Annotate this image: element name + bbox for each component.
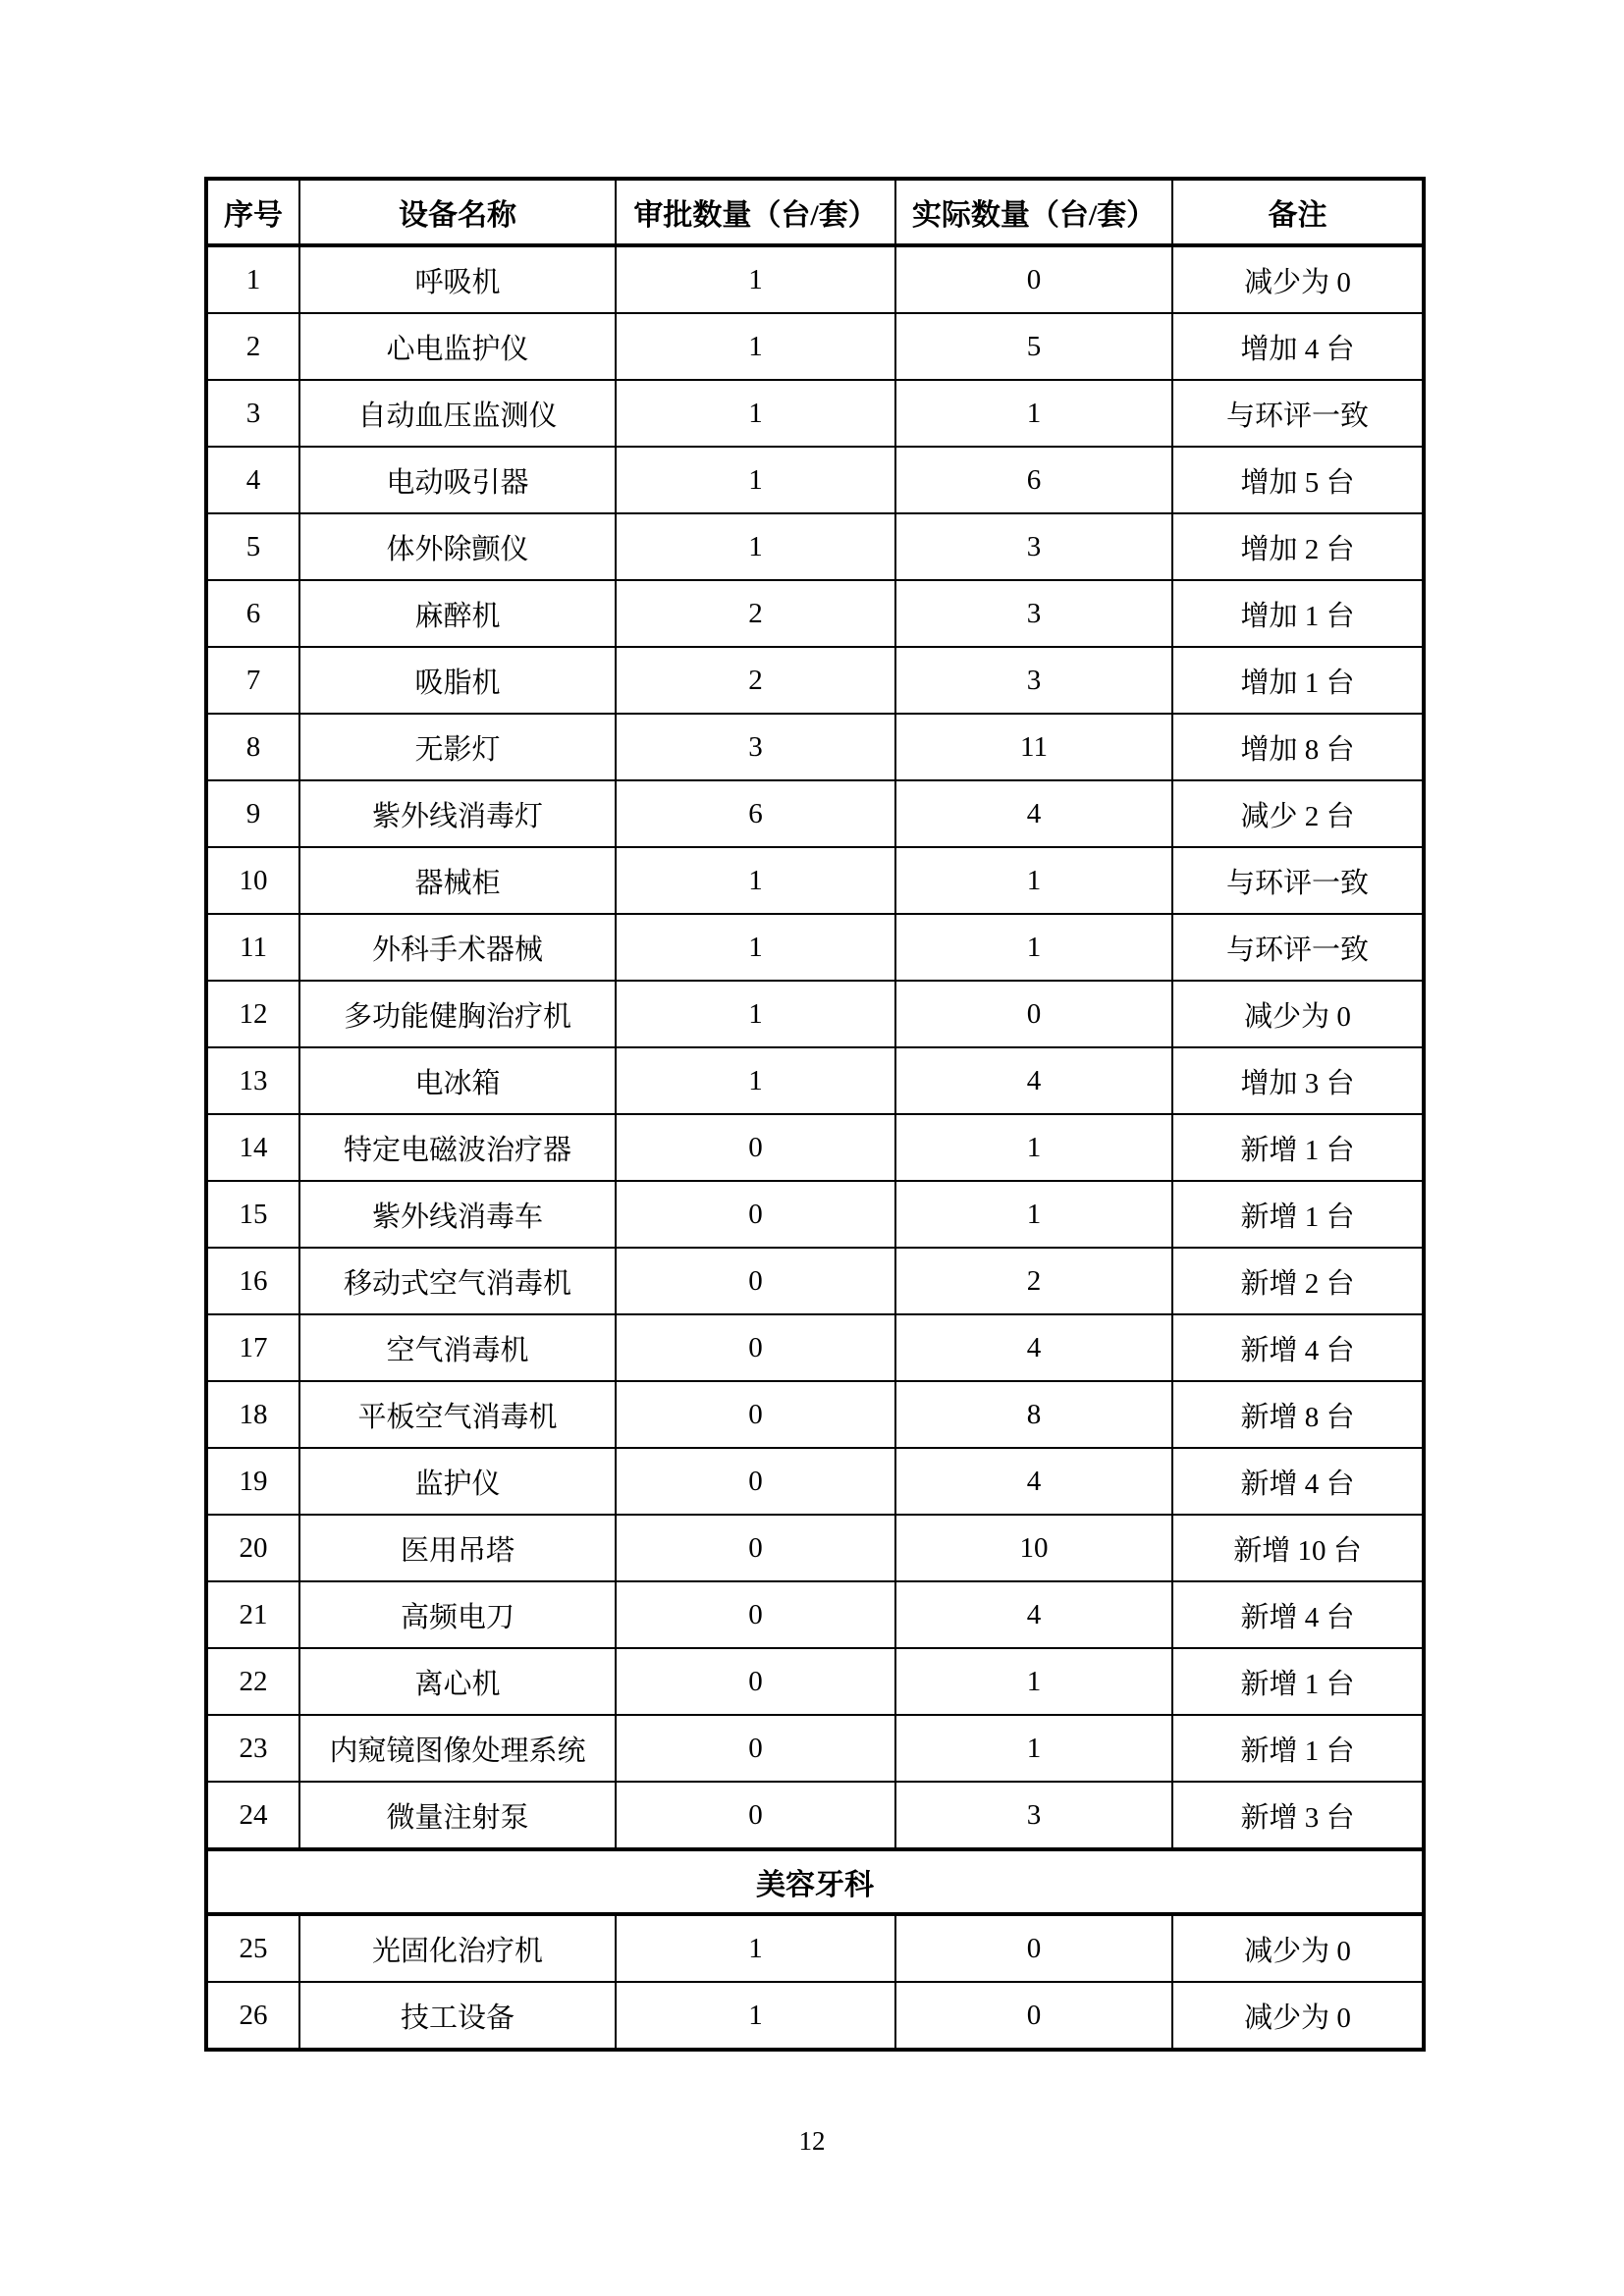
table-row bbox=[206, 1515, 1424, 1581]
cell-approved: 0 bbox=[616, 1715, 895, 1782]
cell-no: 22 bbox=[206, 1648, 299, 1715]
cell-actual: 4 bbox=[895, 1581, 1172, 1648]
table-row bbox=[206, 1248, 1424, 1314]
cell-name: 电动吸引器 bbox=[299, 447, 616, 513]
cell-actual: 1 bbox=[895, 1715, 1172, 1782]
cell-approved: 1 bbox=[616, 447, 895, 513]
cell-actual: 4 bbox=[895, 1448, 1172, 1515]
cell-remark: 新增 2 台 bbox=[1172, 1248, 1424, 1314]
cell-approved: 3 bbox=[616, 714, 895, 780]
cell-no: 8 bbox=[206, 714, 299, 780]
cell-no: 14 bbox=[206, 1114, 299, 1181]
cell-actual: 3 bbox=[895, 1782, 1172, 1849]
cell-approved: 0 bbox=[616, 1381, 895, 1448]
cell-remark: 减少为 0 bbox=[1172, 1982, 1424, 2050]
cell-actual: 3 bbox=[895, 513, 1172, 580]
table-row bbox=[206, 714, 1424, 780]
cell-name: 平板空气消毒机 bbox=[299, 1381, 616, 1448]
cell-name: 医用吊塔 bbox=[299, 1515, 616, 1581]
cell-actual: 4 bbox=[895, 780, 1172, 847]
table-row bbox=[206, 380, 1424, 447]
table-row bbox=[206, 647, 1424, 714]
cell-no: 2 bbox=[206, 313, 299, 380]
cell-no: 9 bbox=[206, 780, 299, 847]
table-row bbox=[206, 1648, 1424, 1715]
cell-no: 15 bbox=[206, 1181, 299, 1248]
cell-remark: 增加 4 台 bbox=[1172, 313, 1424, 380]
header-row bbox=[206, 179, 1424, 245]
table-row bbox=[206, 1314, 1424, 1381]
header-approved-quantity: 审批数量（台/套） bbox=[616, 179, 895, 245]
cell-no: 17 bbox=[206, 1314, 299, 1381]
cell-name: 麻醉机 bbox=[299, 580, 616, 647]
table-row bbox=[206, 1381, 1424, 1448]
cell-no: 10 bbox=[206, 847, 299, 914]
cell-approved: 1 bbox=[616, 914, 895, 981]
cell-remark: 减少 2 台 bbox=[1172, 780, 1424, 847]
cell-no: 23 bbox=[206, 1715, 299, 1782]
cell-name: 紫外线消毒灯 bbox=[299, 780, 616, 847]
cell-no: 5 bbox=[206, 513, 299, 580]
cell-name: 呼吸机 bbox=[299, 245, 616, 313]
cell-no: 12 bbox=[206, 981, 299, 1047]
table-row bbox=[206, 447, 1424, 513]
table-row bbox=[206, 580, 1424, 647]
cell-no: 11 bbox=[206, 914, 299, 981]
cell-actual: 1 bbox=[895, 1114, 1172, 1181]
cell-remark: 新增 8 台 bbox=[1172, 1381, 1424, 1448]
table-row bbox=[206, 914, 1424, 981]
cell-remark: 新增 1 台 bbox=[1172, 1648, 1424, 1715]
cell-no: 3 bbox=[206, 380, 299, 447]
cell-actual: 1 bbox=[895, 1648, 1172, 1715]
page-number: 12 bbox=[798, 2126, 826, 2156]
cell-approved: 1 bbox=[616, 981, 895, 1047]
cell-remark: 增加 2 台 bbox=[1172, 513, 1424, 580]
cell-approved: 2 bbox=[616, 647, 895, 714]
cell-actual: 8 bbox=[895, 1381, 1172, 1448]
cell-actual: 11 bbox=[895, 714, 1172, 780]
cell-name: 器械柜 bbox=[299, 847, 616, 914]
cell-approved: 0 bbox=[616, 1248, 895, 1314]
cell-remark: 新增 1 台 bbox=[1172, 1715, 1424, 1782]
cell-name: 特定电磁波治疗器 bbox=[299, 1114, 616, 1181]
cell-actual: 1 bbox=[895, 1181, 1172, 1248]
cell-no: 18 bbox=[206, 1381, 299, 1448]
cell-no: 19 bbox=[206, 1448, 299, 1515]
cell-approved: 0 bbox=[616, 1181, 895, 1248]
cell-remark: 增加 1 台 bbox=[1172, 580, 1424, 647]
cell-actual: 1 bbox=[895, 380, 1172, 447]
equipment-table-header bbox=[206, 179, 1424, 245]
cell-no: 21 bbox=[206, 1581, 299, 1648]
cell-name: 离心机 bbox=[299, 1648, 616, 1715]
cell-name: 外科手术器械 bbox=[299, 914, 616, 981]
cell-approved: 2 bbox=[616, 580, 895, 647]
table-row bbox=[206, 1782, 1424, 1849]
cell-name: 自动血压监测仪 bbox=[299, 380, 616, 447]
cell-name: 微量注射泵 bbox=[299, 1782, 616, 1849]
equipment-table-body bbox=[206, 245, 1424, 2050]
cell-actual: 1 bbox=[895, 847, 1172, 914]
cell-no: 26 bbox=[206, 1982, 299, 2050]
cell-remark: 增加 5 台 bbox=[1172, 447, 1424, 513]
cell-name: 电冰箱 bbox=[299, 1047, 616, 1114]
cell-name: 吸脂机 bbox=[299, 647, 616, 714]
cell-approved: 1 bbox=[616, 313, 895, 380]
header-actual-quantity: 实际数量（台/套） bbox=[895, 179, 1172, 245]
header-serial-number: 序号 bbox=[206, 179, 299, 245]
cell-name: 紫外线消毒车 bbox=[299, 1181, 616, 1248]
table-row bbox=[206, 981, 1424, 1047]
cell-no: 16 bbox=[206, 1248, 299, 1314]
cell-name: 心电监护仪 bbox=[299, 313, 616, 380]
cell-actual: 10 bbox=[895, 1515, 1172, 1581]
cell-approved: 1 bbox=[616, 245, 895, 313]
table-row bbox=[206, 1114, 1424, 1181]
cell-remark: 与环评一致 bbox=[1172, 847, 1424, 914]
cell-approved: 1 bbox=[616, 1914, 895, 1982]
cell-approved: 0 bbox=[616, 1648, 895, 1715]
cell-name: 监护仪 bbox=[299, 1448, 616, 1515]
cell-actual: 0 bbox=[895, 981, 1172, 1047]
header-equipment-name: 设备名称 bbox=[299, 179, 616, 245]
cell-actual: 0 bbox=[895, 245, 1172, 313]
cell-name: 无影灯 bbox=[299, 714, 616, 780]
cell-approved: 0 bbox=[616, 1782, 895, 1849]
cell-name: 高频电刀 bbox=[299, 1581, 616, 1648]
cell-remark: 减少为 0 bbox=[1172, 981, 1424, 1047]
cell-remark: 减少为 0 bbox=[1172, 245, 1424, 313]
cell-name: 移动式空气消毒机 bbox=[299, 1248, 616, 1314]
cell-no: 20 bbox=[206, 1515, 299, 1581]
section-row bbox=[206, 1849, 1424, 1914]
cell-no: 1 bbox=[206, 245, 299, 313]
table-row bbox=[206, 1982, 1424, 2050]
cell-remark: 增加 3 台 bbox=[1172, 1047, 1424, 1114]
cell-approved: 1 bbox=[616, 847, 895, 914]
table-row bbox=[206, 1181, 1424, 1248]
cell-no: 13 bbox=[206, 1047, 299, 1114]
cell-actual: 1 bbox=[895, 914, 1172, 981]
cell-actual: 3 bbox=[895, 647, 1172, 714]
cell-actual: 5 bbox=[895, 313, 1172, 380]
cell-actual: 0 bbox=[895, 1914, 1172, 1982]
cell-remark: 新增 1 台 bbox=[1172, 1181, 1424, 1248]
cell-name: 技工设备 bbox=[299, 1982, 616, 2050]
cell-remark: 新增 4 台 bbox=[1172, 1448, 1424, 1515]
section-label: 美容牙科 bbox=[206, 1849, 1424, 1914]
cell-approved: 1 bbox=[616, 1982, 895, 2050]
cell-name: 体外除颤仪 bbox=[299, 513, 616, 580]
table-row bbox=[206, 313, 1424, 380]
table-row bbox=[206, 1715, 1424, 1782]
cell-no: 6 bbox=[206, 580, 299, 647]
cell-no: 7 bbox=[206, 647, 299, 714]
table-row bbox=[206, 513, 1424, 580]
cell-approved: 1 bbox=[616, 1047, 895, 1114]
cell-remark: 新增 1 台 bbox=[1172, 1114, 1424, 1181]
cell-remark: 增加 8 台 bbox=[1172, 714, 1424, 780]
cell-remark: 新增 4 台 bbox=[1172, 1314, 1424, 1381]
cell-name: 空气消毒机 bbox=[299, 1314, 616, 1381]
cell-remark: 增加 1 台 bbox=[1172, 647, 1424, 714]
cell-no: 25 bbox=[206, 1914, 299, 1982]
table-row bbox=[206, 1914, 1424, 1982]
cell-actual: 4 bbox=[895, 1314, 1172, 1381]
cell-approved: 0 bbox=[616, 1448, 895, 1515]
cell-actual: 2 bbox=[895, 1248, 1172, 1314]
table-row bbox=[206, 245, 1424, 313]
cell-actual: 0 bbox=[895, 1982, 1172, 2050]
cell-remark: 新增 10 台 bbox=[1172, 1515, 1424, 1581]
cell-approved: 1 bbox=[616, 380, 895, 447]
cell-remark: 与环评一致 bbox=[1172, 380, 1424, 447]
cell-approved: 0 bbox=[616, 1581, 895, 1648]
cell-approved: 1 bbox=[616, 513, 895, 580]
table-row bbox=[206, 1448, 1424, 1515]
cell-name: 光固化治疗机 bbox=[299, 1914, 616, 1982]
cell-approved: 6 bbox=[616, 780, 895, 847]
table-row bbox=[206, 1581, 1424, 1648]
cell-actual: 6 bbox=[895, 447, 1172, 513]
cell-approved: 0 bbox=[616, 1314, 895, 1381]
header-remark: 备注 bbox=[1172, 179, 1424, 245]
cell-actual: 3 bbox=[895, 580, 1172, 647]
cell-remark: 减少为 0 bbox=[1172, 1914, 1424, 1982]
cell-name: 内窥镜图像处理系统 bbox=[299, 1715, 616, 1782]
cell-remark: 新增 3 台 bbox=[1172, 1782, 1424, 1849]
cell-remark: 新增 4 台 bbox=[1172, 1581, 1424, 1648]
cell-approved: 0 bbox=[616, 1114, 895, 1181]
table-row bbox=[206, 1047, 1424, 1114]
cell-no: 4 bbox=[206, 447, 299, 513]
cell-actual: 4 bbox=[895, 1047, 1172, 1114]
table-row bbox=[206, 847, 1424, 914]
equipment-table bbox=[204, 177, 1426, 2052]
cell-approved: 0 bbox=[616, 1515, 895, 1581]
cell-no: 24 bbox=[206, 1782, 299, 1849]
table-row bbox=[206, 780, 1424, 847]
cell-name: 多功能健胸治疗机 bbox=[299, 981, 616, 1047]
cell-remark: 与环评一致 bbox=[1172, 914, 1424, 981]
